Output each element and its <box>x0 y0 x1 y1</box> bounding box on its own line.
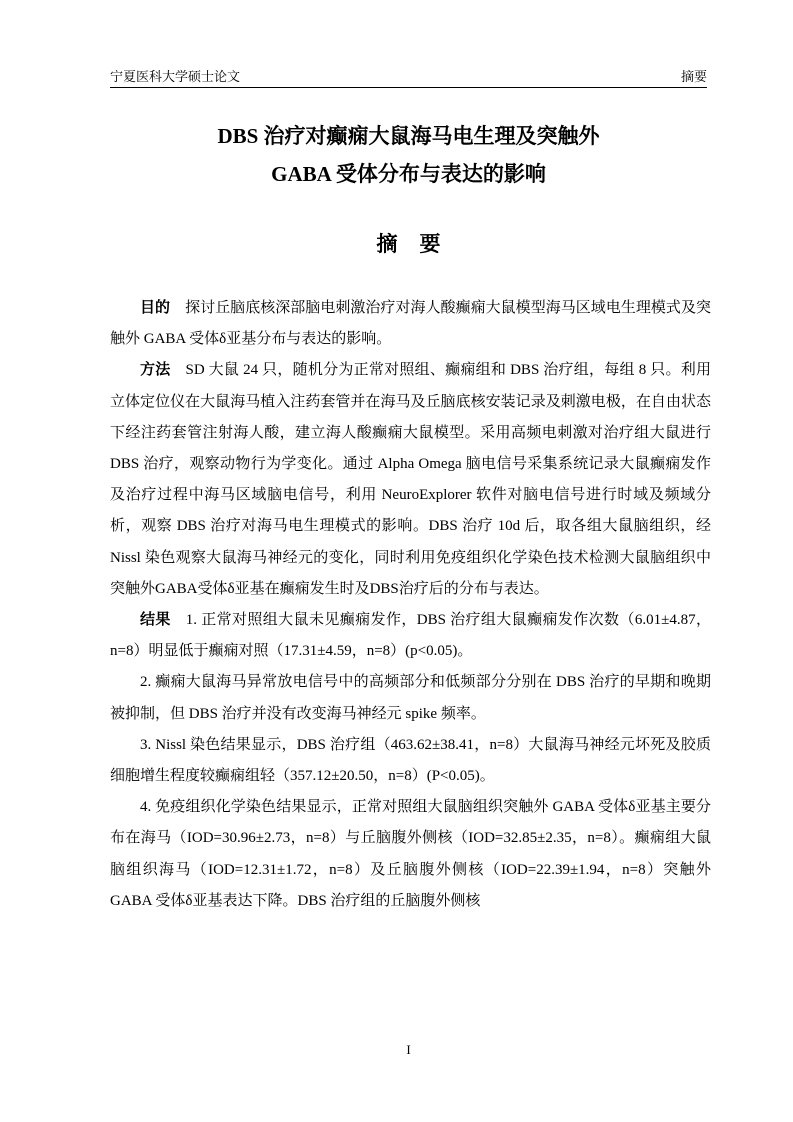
paragraph-result-2 <box>110 667 711 729</box>
paragraph-result-4 <box>110 792 711 917</box>
paragraph-label: 目的 <box>140 300 171 316</box>
paragraph-objective <box>110 293 711 355</box>
paragraph-text: 1. 正常对照组大鼠未见癫痫发作，DBS 治疗组大鼠癫痫发作次数（6.01±4.87，n=8）明显低于癫痫对照（17.31±4.59，n=8）(p<0.05)。 <box>110 612 711 660</box>
paragraph-text: 4. 免疫组织化学染色结果显示，正常对照组大鼠脑组织突触外 GABA 受体δ亚基主要分布在海马（IOD=30.96±2.73，n=8）与丘脑腹外侧核（IOD=32.85±2.35，n=8）。癫痫组大鼠脑组织海马（IOD=12.31±1.72，n=8）及丘脑腹外侧核（IOD=22.39±1.94，n=8）突触外 GABA 受体δ亚基表达下降。DBS 治疗组的丘脑腹外侧核 <box>110 799 711 909</box>
section-label: 摘要 <box>680 69 707 84</box>
paragraph-text: 3. Nissl 染色结果显示，DBS 治疗组（463.62±38.41，n=8）大鼠海马神经元坏死及胶质细胞增生程度较癫痫组轻（357.12±20.50，n=8）(P<0.05)。 <box>110 736 711 785</box>
thesis-source-label: 宁夏医科大学硕士论文 <box>110 69 241 84</box>
paragraph-text: 探讨丘脑底核深部脑电刺激治疗对海人酸癫痫大鼠模型海马区域电生理模式及突触外 GABA 受体δ亚基分布与表达的影响。 <box>110 300 711 348</box>
running-header <box>110 66 707 86</box>
abstract-body <box>110 293 711 917</box>
paragraph-methods <box>110 355 711 605</box>
paragraph-results <box>110 605 711 667</box>
page-number: I <box>406 1042 411 1057</box>
title-line-2: GABA 受体分布与表达的影响 <box>271 162 546 186</box>
paragraph-text: 2. 癫痫大鼠海马异常放电信号中的高频部分和低频部分分别在 DBS 治疗的早期和晚期被抑制，但 DBS 治疗并没有改变海马神经元 spike 频率。 <box>110 674 711 722</box>
paragraph-text: SD 大鼠 24 只，随机分为正常对照组、癫痫组和 DBS 治疗组，每组 8 只。利用立体定位仪在大鼠海马植入注药套管并在海马及丘脑底核安装记录及刺激电极，在自由状态下经注药套管注射海人酸，建立海人酸癫痫大鼠模型。采用高频电刺激对治疗组大鼠进行 DBS 治疗，观察动物行为学变化。通过 Alpha Omega 脑电信号采集系统记录大鼠癫痫发作及治疗过程中海马区域脑电信号，利用 NeuroExplorer 软件对脑电信号进行时域及频域分析，观察 DBS 治疗对海马电生理模式的影响。DBS 治疗 10d 后，取各组大鼠脑组织，经 Nissl 染色观察大鼠海马神经元的变化，同时利用免疫组织化学染色技术检测大鼠脑组织中突触外GABA受体δ亚基在癫痫发生时及DBS治疗后的分布与表达。 <box>110 362 711 597</box>
paragraph-result-3 <box>110 730 711 792</box>
paragraph-label: 方法 <box>140 362 171 379</box>
title-line-1: DBS 治疗对癫痫大鼠海马电生理及突触外 <box>217 124 600 148</box>
header-rule <box>110 87 707 88</box>
paragraph-label: 结果 <box>140 612 171 629</box>
abstract-heading: 摘要 <box>376 232 463 256</box>
